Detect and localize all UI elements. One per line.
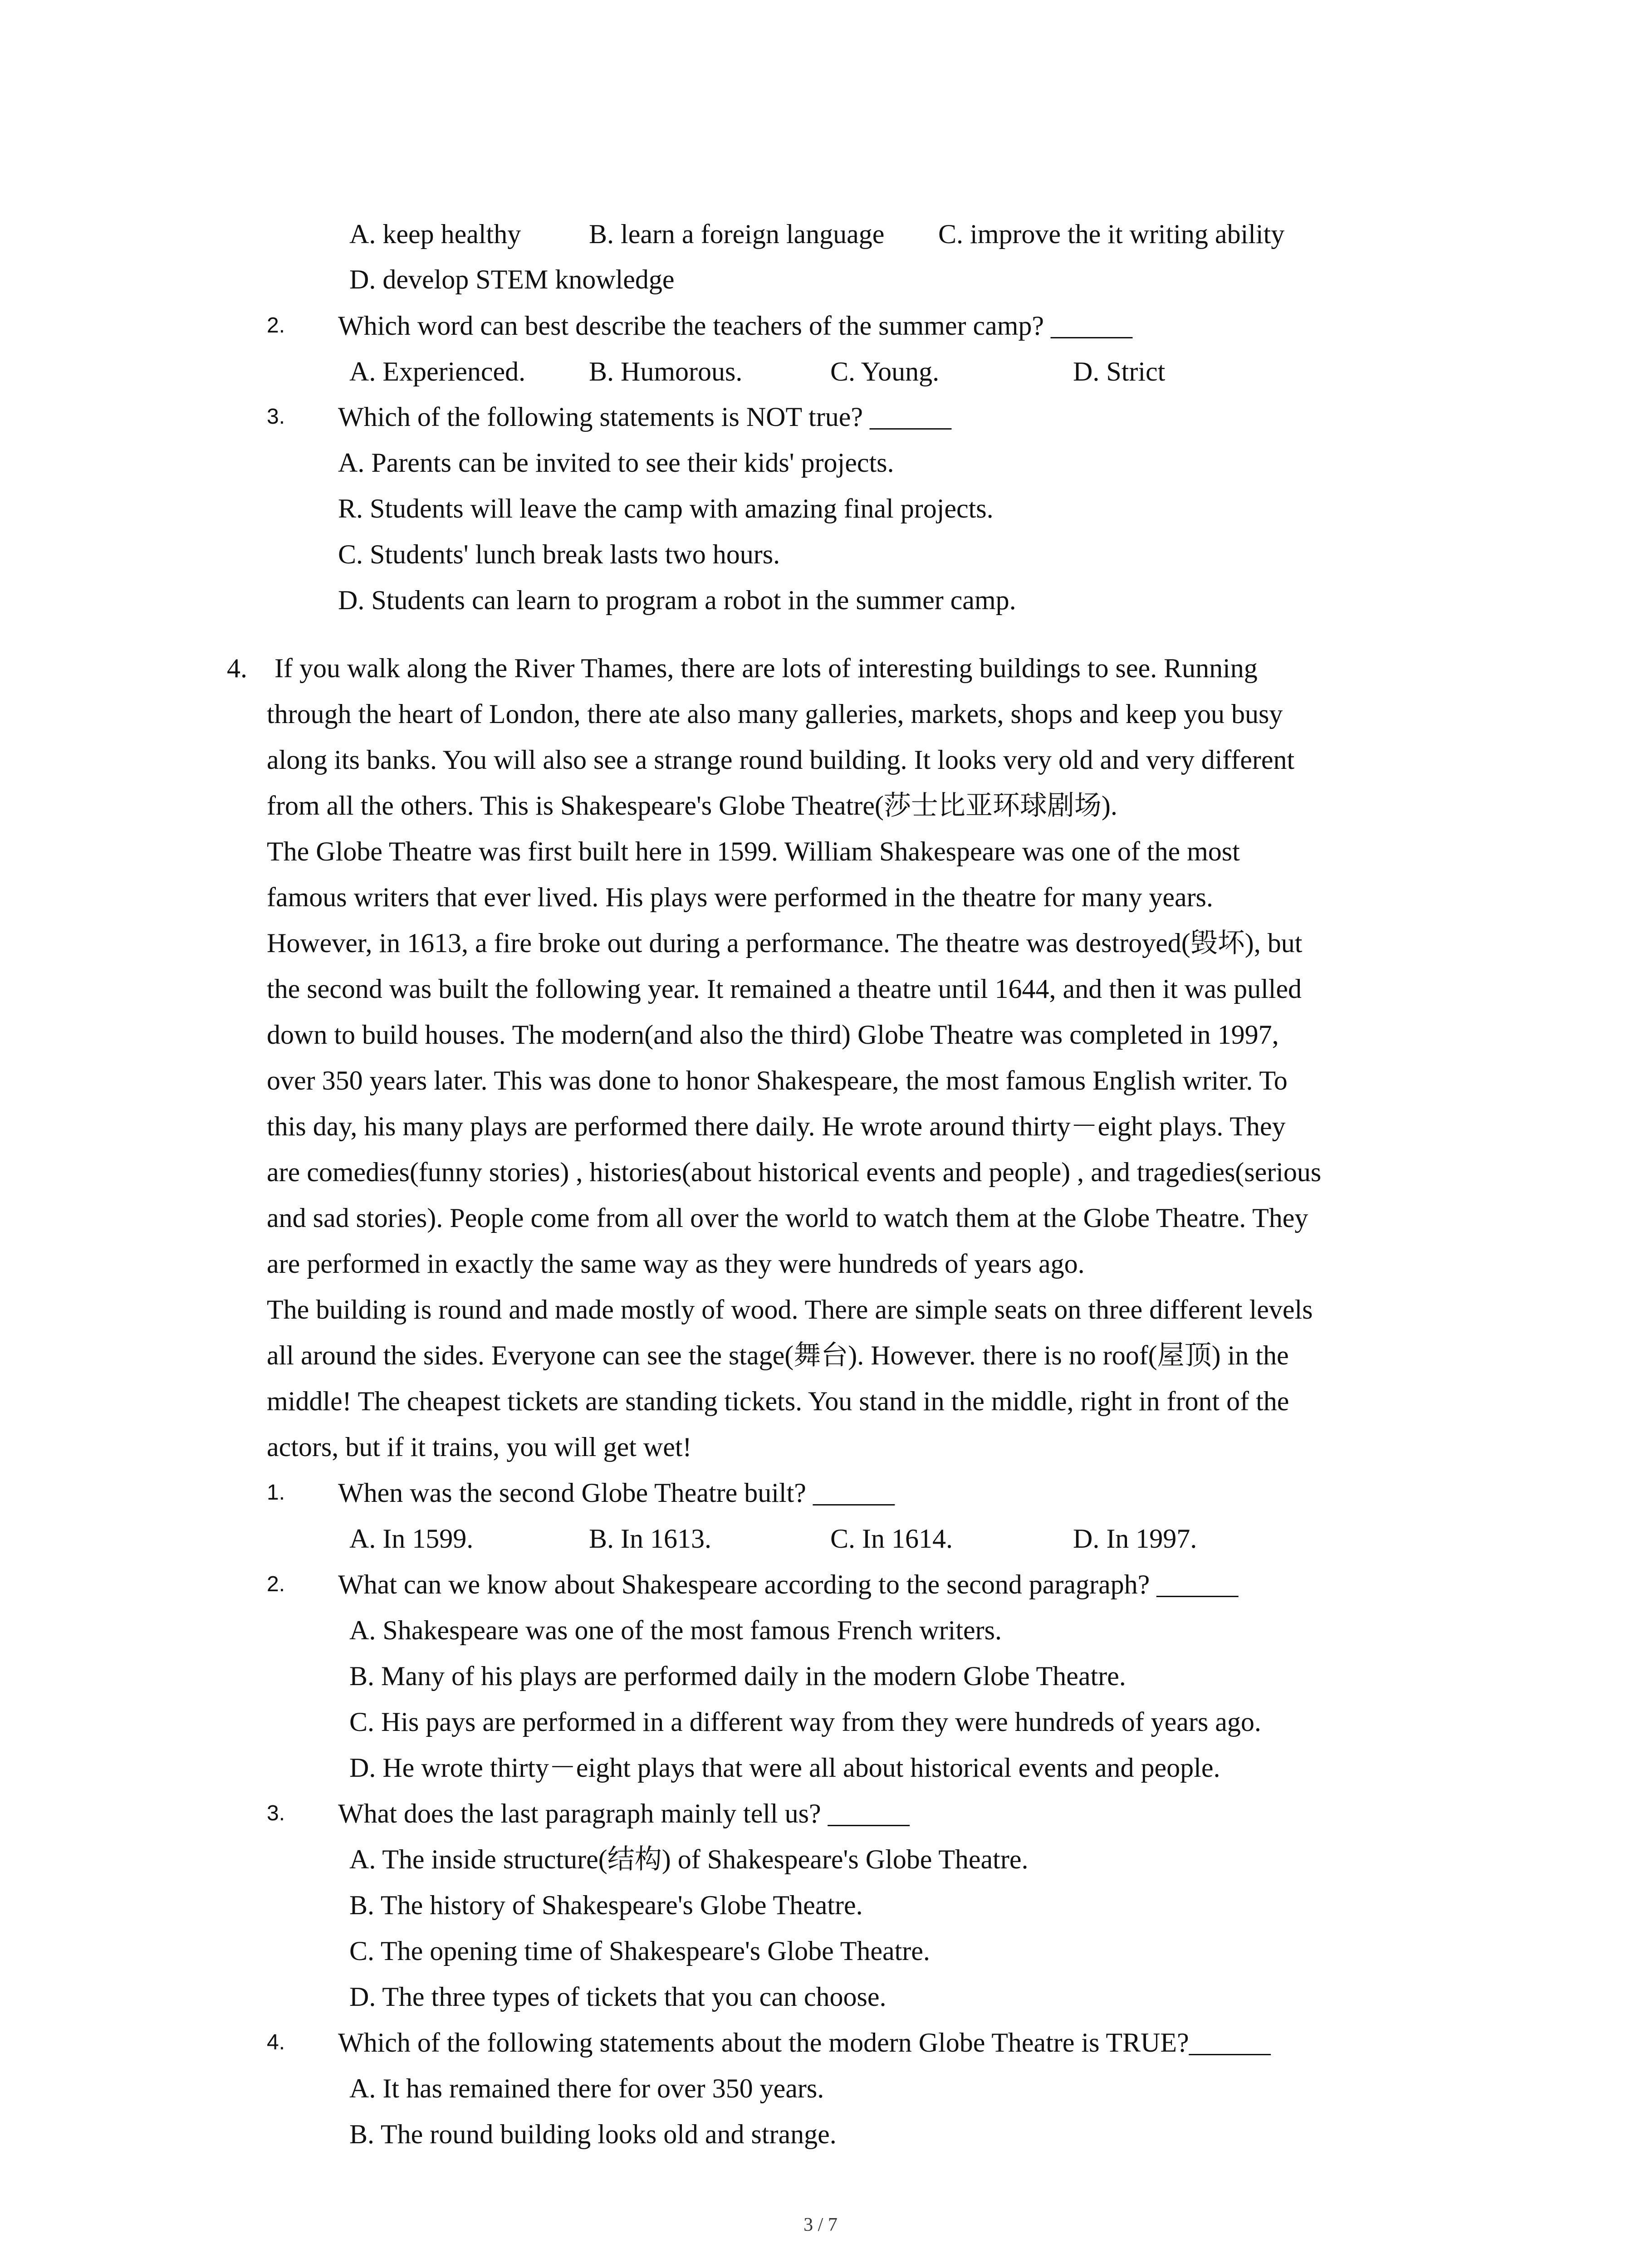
q1-option-c: C. In 1614. xyxy=(830,1524,953,1554)
passage-line: The Globe Theatre was first built here in 1599. William Shakespeare was one of the most xyxy=(267,836,1240,866)
prev-q1-option-d: D. develop STEM knowledge xyxy=(349,264,675,294)
prev-q3-option-b: R. Students will leave the camp with amazing final projects. xyxy=(338,494,994,523)
q1-option-a: A. In 1599. xyxy=(349,1524,474,1554)
q2-option-d: D. He wrote thirty－eight plays that were all about historical events and people. xyxy=(349,1753,1220,1783)
q2-option-b: B. Many of his plays are performed daily in the modern Globe Theatre. xyxy=(349,1661,1126,1691)
passage-line: are comedies(funny stories) , histories(about historical events and people) , and tragedies(serious xyxy=(267,1157,1322,1187)
passage-line: all around the sides. Everyone can see the stage(舞台). However. there is no roof(屋顶) in the xyxy=(267,1340,1289,1370)
prev-q2-option-b: B. Humorous. xyxy=(589,357,743,386)
passage-line: the second was built the following year. It remained a theatre until 1644, and then it was pulled xyxy=(267,974,1302,1004)
prev-q3-number: 3. xyxy=(267,405,285,429)
q2-text: What can we know about Shakespeare according to the second paragraph? ______ xyxy=(338,1569,1239,1599)
q4-text: Which of the following statements about the modern Globe Theatre is TRUE?______ xyxy=(338,2028,1271,2058)
q2-number: 2. xyxy=(267,1572,285,1596)
passage-line: are performed in exactly the same way as they were hundreds of years ago. xyxy=(267,1249,1085,1279)
passage-line: down to build houses. The modern(and also the third) Globe Theatre was completed in 1997, xyxy=(267,1020,1279,1050)
q1-text: When was the second Globe Theatre built? ______ xyxy=(338,1478,895,1508)
prev-q2-option-c: C. Young. xyxy=(830,357,940,386)
passage-line: middle! The cheapest tickets are standing tickets. You stand in the middle, right in front of the xyxy=(267,1386,1289,1416)
prev-q3-option-c: C. Students' lunch break lasts two hours. xyxy=(338,539,780,569)
q3-number: 3. xyxy=(267,1801,285,1825)
q1-number: 1. xyxy=(267,1481,285,1505)
prev-q3-option-d: D. Students can learn to program a robot in the summer camp. xyxy=(338,585,1016,615)
passage-line: The building is round and made mostly of wood. There are simple seats on three different levels xyxy=(267,1295,1313,1325)
prev-q2-number: 2. xyxy=(267,313,285,337)
q2-option-c: C. His pays are performed in a different way from they were hundreds of years ago. xyxy=(349,1707,1261,1737)
q4-number: 4. xyxy=(267,2030,285,2054)
passage-number: 4. xyxy=(227,653,247,683)
prev-q2-text: Which word can best describe the teachers of the summer camp? ______ xyxy=(338,311,1133,341)
passage-line: this day, his many plays are performed there daily. He wrote around thirty－eight plays. They xyxy=(267,1111,1286,1141)
q1-option-d: D. In 1997. xyxy=(1073,1524,1197,1554)
q4-option-b: B. The round building looks old and strange. xyxy=(349,2119,837,2149)
q4-option-a: A. It has remained there for over 350 years. xyxy=(349,2073,824,2103)
q1-option-b: B. In 1613. xyxy=(589,1524,711,1554)
passage-line: However, in 1613, a fire broke out during a performance. The theatre was destroyed(毁坏), but xyxy=(267,928,1303,958)
prev-q2-option-d: D. Strict xyxy=(1073,357,1166,386)
q3-option-b: B. The history of Shakespeare's Globe Theatre. xyxy=(349,1890,863,1920)
passage-line: over 350 years later. This was done to honor Shakespeare, the most famous English writer. To xyxy=(267,1066,1288,1095)
passage-line: through the heart of London, there ate also many galleries, markets, shops and keep you busy xyxy=(267,699,1283,729)
passage-line: actors, but if it trains, you will get wet! xyxy=(267,1432,692,1462)
passage-line: from all the others. This is Shakespeare's Globe Theatre(莎士比亚环球剧场). xyxy=(267,791,1117,821)
q2-option-a: A. Shakespeare was one of the most famous French writers. xyxy=(349,1615,1002,1645)
q3-option-c: C. The opening time of Shakespeare's Globe Theatre. xyxy=(349,1936,930,1966)
passage-line: along its banks. You will also see a strange round building. It looks very old and very different xyxy=(267,745,1295,775)
passage-line: famous writers that ever lived. His plays were performed in the theatre for many years. xyxy=(267,882,1213,912)
prev-q1-option-b: B. learn a foreign language xyxy=(589,219,885,249)
prev-q2-option-a: A. Experienced. xyxy=(349,357,526,386)
prev-q3-text: Which of the following statements is NOT true? ______ xyxy=(338,402,951,432)
prev-q1-option-a: A. keep healthy xyxy=(349,219,521,249)
page-number: 3 / 7 xyxy=(803,2214,838,2235)
q3-option-a: A. The inside structure(结构) of Shakespeare's Globe Theatre. xyxy=(349,1844,1029,1874)
prev-q3-option-a: A. Parents can be invited to see their kids' projects. xyxy=(338,448,894,478)
q3-text: What does the last paragraph mainly tell us? ______ xyxy=(338,1799,910,1828)
prev-q1-option-c: C. improve the it writing ability xyxy=(938,219,1285,249)
passage-line: and sad stories). People come from all over the world to watch them at the Globe Theatre. They xyxy=(267,1203,1308,1233)
passage-line: If you walk along the River Thames, there are lots of interesting buildings to see. Running xyxy=(274,653,1258,683)
q3-option-d: D. The three types of tickets that you can choose. xyxy=(349,1982,887,2012)
